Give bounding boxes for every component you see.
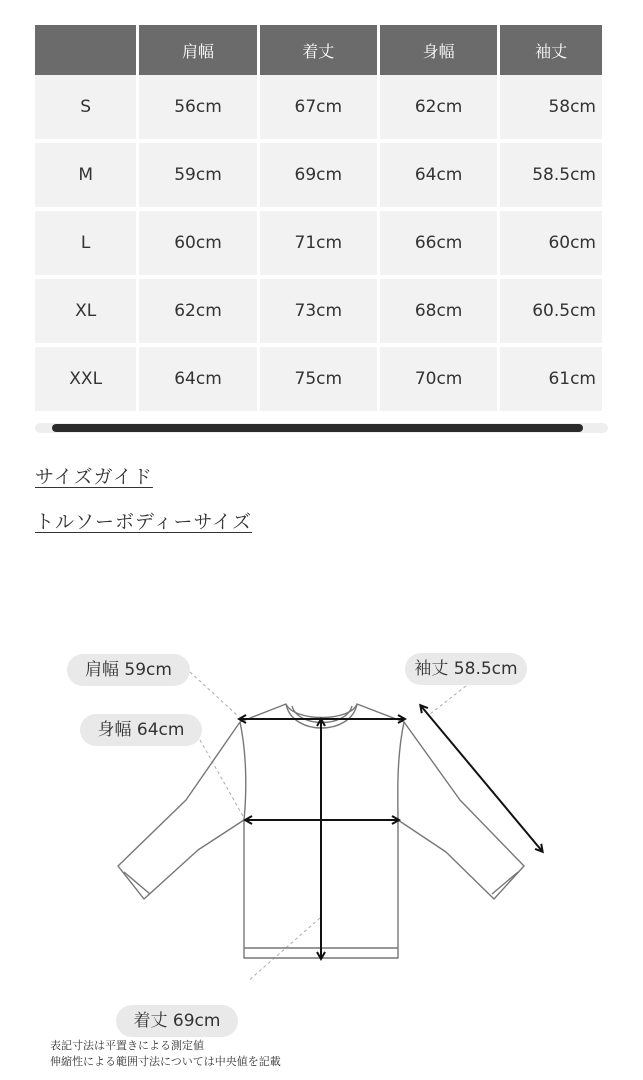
measurement-note-line2: 伸縮性による範囲寸法については中央値を記載	[50, 1055, 281, 1068]
table-cell: 67cm	[260, 75, 377, 139]
table-cell: 59cm	[139, 139, 256, 207]
table-cell: 62cm	[380, 75, 497, 139]
table-cell: 69cm	[260, 139, 377, 207]
size-table-header-row	[35, 25, 602, 75]
table-cell: 58cm	[500, 75, 602, 139]
sleeve-arrow	[421, 706, 542, 851]
body-width-label: 身幅 64cm	[80, 714, 202, 746]
table-cell: 64cm	[380, 139, 497, 207]
measurement-arrows	[240, 706, 542, 958]
size-cell: S	[35, 75, 136, 139]
table-cell: 73cm	[260, 275, 377, 343]
table-cell: 58.5cm	[500, 139, 602, 207]
size-cell: XL	[35, 275, 136, 343]
shoulder-width-label: 肩幅 59cm	[67, 654, 190, 686]
table-cell: 71cm	[260, 207, 377, 275]
header-cell-body-width: 身幅	[380, 25, 497, 75]
table-cell: 61cm	[500, 343, 602, 411]
size-cell: L	[35, 207, 136, 275]
horizontal-scrollbar[interactable]	[35, 423, 608, 433]
header-cell-size	[35, 25, 136, 75]
table-cell: 70cm	[380, 343, 497, 411]
table-cell: 64cm	[139, 343, 256, 411]
header-cell-sleeve: 袖丈	[500, 25, 602, 75]
table-cell: 66cm	[380, 207, 497, 275]
garment-diagram	[0, 640, 643, 980]
table-row	[35, 343, 602, 411]
table-row	[35, 75, 602, 139]
scrollbar-thumb[interactable]	[52, 424, 583, 432]
table-row	[35, 139, 602, 207]
table-cell: 75cm	[260, 343, 377, 411]
size-cell: M	[35, 139, 136, 207]
size-guide-link[interactable]: サイズガイド	[35, 466, 153, 488]
table-cell: 68cm	[380, 275, 497, 343]
header-cell-shoulder: 肩幅	[139, 25, 256, 75]
table-cell: 60cm	[500, 207, 602, 275]
sleeve-length-label: 袖丈 58.5cm	[405, 653, 527, 685]
size-cell: XXL	[35, 343, 136, 411]
table-row	[35, 275, 602, 343]
table-cell: 60cm	[139, 207, 256, 275]
table-cell: 56cm	[139, 75, 256, 139]
header-cell-length: 着丈	[260, 25, 377, 75]
size-table	[32, 25, 605, 411]
table-cell: 62cm	[139, 275, 256, 343]
torso-body-size-link[interactable]: トルソーボディーサイズ	[35, 511, 252, 533]
table-cell: 60.5cm	[500, 275, 602, 343]
garment-length-label: 着丈 69cm	[116, 1005, 238, 1037]
measurement-note-line1: 表記寸法は平置きによる測定値	[50, 1039, 204, 1052]
table-row	[35, 207, 602, 275]
